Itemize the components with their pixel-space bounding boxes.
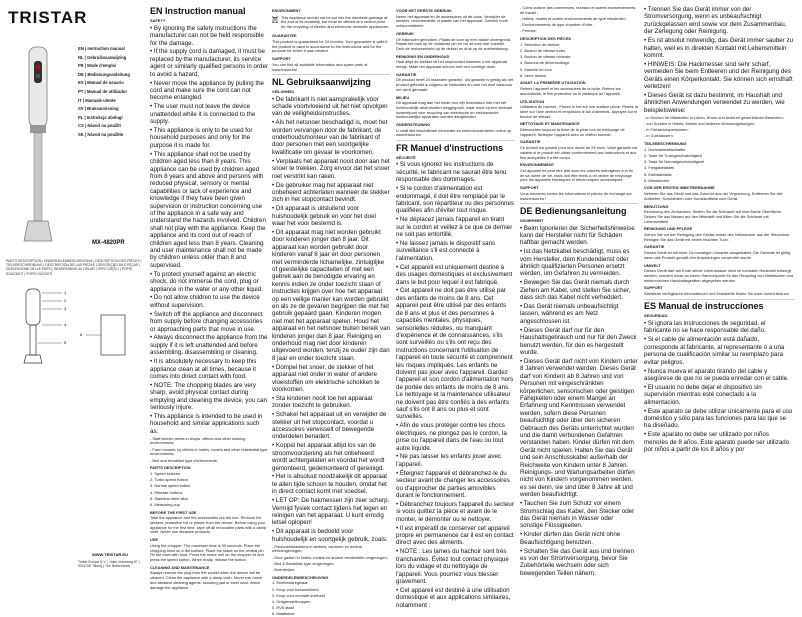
nl-safety-item: • Verplaats het apparaat nooit door aan het snoer te trekken. Zorg ervoor dat het snoer niet verstrikt kan raken. (272, 157, 390, 180)
fr-before-text: Retirez l'appareil et les accessoires de la boîte. Retirez les autocollants, le film protecteur ou le plastique de l'appareil. (520, 86, 621, 96)
en-environment-text: This product is guaranteed for 24 months. Your guarantee is valid if the product is used in accordance to the instructions and for the purpose for which it was created. (272, 39, 388, 54)
en-part-item: 2. Turbo speed button (150, 477, 188, 483)
de-use-item: - in Frühstückspensionen; (644, 127, 689, 133)
nl-safety-item: • Dit apparaat is bedoeld voor huishoudelijk en soortgelijk gebruik, zoals: (272, 528, 388, 543)
de-guarantee-text: Dieses Gerät ist mit einer 24-monatigen Garantie ausgestattet. Die Garantie ist gültig, wenn das Produkt gemäß den Anweisungen verwendet wurde. (644, 250, 792, 260)
nl-safety-item: • De gebruiker mag het apparaat niet onbeheerd achterlaten wanneer de stekker zich in het stopcontact bevindt. (272, 181, 390, 204)
nl-guarantee-heading: GARANTIE (396, 71, 417, 77)
nl-cleaning-text: Haal altijd de stekker uit het stopcontact wanneer u het apparaat reinigt. Maak het apparaat schoon met een vochtige doek. (396, 59, 507, 70)
blender-button-panel (34, 61, 42, 83)
fr-safety-item: • Ne déplacez jamais l'appareil en tirant sur le cordon et veillez à ce que ce dernier ne soit pas entortillé. (396, 216, 513, 239)
fr-safety-item: • Si vous ignorez les instructions de sécurité, le fabricant ne saurait être tenu responsable des dommages. (396, 161, 507, 184)
nl-safety-item: • Als het netsnoer beschadigd is, moet het worden vervangen door de fabrikant, de onderhoudsmonteur van de fabrikant of door personen met een soortgelijke kwalificatie om gevaar te voorkomen. (272, 119, 388, 156)
fr-safety-item: • Ne laissez jamais le dispositif sans surveillance s'il est connecté à l'alimentation. (396, 240, 496, 262)
diagram-label-5: 5 (64, 340, 67, 345)
nl-use-item: - Door gasten in hotels, motels en andere residentiële omgevingen; (272, 554, 388, 560)
es-safety-item: • Este aparato se debe utilizar únicamente para el uso doméstico y sólo para las funciones para las que se ha diseñado. (644, 407, 793, 430)
en-safety-list (150, 25, 268, 436)
de-cleaning-text: Ziehen Sie vor der Reinigung des Geräts immer den Netzstecker aus der Steckdose. Reinigen Sie das Gerät mit einem feuchten Tuch. (644, 232, 790, 242)
language-item: NL | Gebruiksaanwijzing (78, 54, 127, 60)
diagram-label-1: 1 (64, 290, 67, 295)
en-parts-heading: PARTS DESCRIPTION (150, 465, 191, 471)
de-part-item: 2. Taste für Turbogeschwindigkeit (644, 152, 702, 158)
nl-safety-item: • Schakel het apparaat uit en verwijder de stekker uit het stopcontact, voordat u accessoires verwisselt of bewegende onderdelen benadert. (272, 411, 387, 441)
en-safety-item: • Never move the appliance by pulling the cord and make sure the cord can not become entangled. (150, 79, 264, 102)
en-safety-item: • NOTE: The chopping blades are very sharp, avoid physical contact during emptying and cleaning the device, you can seriously injure. (150, 381, 267, 412)
fr-cleaning-text: Débranchez toujours la fiche de la prise lors du nettoyage de l'appareil. Nettoyez l'appareil avec un chiffon humide. (520, 127, 625, 137)
fr-use-item: - Fermes. (520, 28, 537, 34)
nl-safety-item: • De fabrikant is niet aansprakelijk voor schade voortvloeiend uit het niet opvolgen van de veiligheidsinstructies. (272, 95, 388, 118)
nl-part-item: 3. Knop voor normale snelheid (272, 592, 325, 598)
de-safety-item: • HINWEIS: Die Hackmesser sind sehr scharf, vermeiden Sie beim Entleeren und der Reinigung des Geräts einen Körperkontakt. Sie können sich ernsthaft verletzen! (644, 60, 793, 91)
english-nl-section (272, 6, 390, 617)
de-support-text: Sämtliche verfügbaren Informationen und Ersatzteile finden Sie unter www.tristar.eu! (644, 291, 790, 297)
fr-continued-section (520, 5, 638, 577)
language-item: CS | Návod na použití (78, 123, 121, 129)
fr-use-item: - Hôtels, motels et autres environnements de type résidentiel ; (520, 15, 627, 21)
nl-safety-item: • Dit apparaat mag niet worden gebruikt door kinderen jonger dan 8 jaar. Dit apparaat kan worden gebruikt door kinderen vanaf 8 jaar en door personen met verminderde lichamelijke, zintuiglijke of geestelijke capaciteiten of met een gebrek aan de benodigde ervaring en kennis indien ze onder toezicht staan of instructies krijgen over hoe het apparaat op een veilige manier kan worden gebruikt en als ze de gevaren begrijpen die met het gebruik gepaard gaan. Kinderen mogen niet met het apparaat spelen. Houd het apparaat en het netsnoer buiten bereik van kinderen jonger dan 8 jaar. Reiniging en onderhoud mag niet door kinderen uitgevoerd worden, tenzij ze ouder zijn dan 8 jaar en onder toezicht staan. (272, 228, 390, 362)
fr-use-item: - Coins cuisine des commerces, bureaux et autres environnements de travail ; (520, 5, 636, 15)
diagram-handle (26, 289, 40, 325)
fr-guarantee-heading: GARANTIE (520, 139, 541, 145)
parts-diagram (6, 285, 146, 365)
de-use-text: Benutzung des Zerhackers: Stellen Sie die Schüssel auf eine flache Oberfläche. Setzen Sie das Messer auf den Mittelstift und füllen Sie die Schüssel mit Lebensmitteln. (644, 209, 782, 224)
fr-parts-heading: DESCRIPTION DES PIÈCES (520, 36, 572, 42)
nl-part-item: 6. Maatbeker (272, 611, 295, 617)
de-safety-list-b (644, 6, 794, 114)
nl-safety-item: • LET OP: De hakmessen zijn zeer scherp. Vermijd fysiek contact tijdens het legen en reinigen van het apparaat. U kunt ernstig letsel oplopen! (272, 497, 390, 527)
de-part-item: 3. Taste für Normalgeschwindigkeit (644, 159, 705, 165)
nl-part-item: 1. Snelheidsregelaar (272, 580, 308, 586)
en-uses-list (150, 437, 268, 464)
fr-part-item: 3. Bouton de vitesse normale (520, 54, 571, 60)
de-safety-item: • Trennen Sie das Gerät immer von der Stromversorgung, wenn es unbeaufsichtigt zurückgelassen wird sowie vor dem Zusammenbau, der Zerlegung oder Reinigung. (644, 6, 787, 36)
nl-part-item: 4. Ontgrendelknoppen (272, 598, 311, 604)
language-item: PL | Instrukcja obsługi (78, 114, 123, 120)
hand-blender-illustration (18, 45, 58, 245)
blender-collar (30, 125, 46, 133)
nl-use-item: - Boerderijen. (272, 566, 296, 572)
brand-logo: TRISTAR (8, 8, 88, 27)
en-use-item: - Farm houses; by clients in hotels, motels and other residential type environments; (150, 446, 268, 457)
fr-safety-item: • Ne pas laisser les enfants jouer avec l'appareil. (396, 453, 502, 468)
fr-parts-list (520, 43, 638, 79)
blender-shaft (34, 133, 42, 221)
fr-safety-list (396, 161, 514, 609)
website-url: WWW.TRISTAR.EU (92, 552, 128, 557)
de-safety-list-a (520, 225, 638, 578)
nl-use-item: - Personeelskeukens in winkels, kantoren en andere werkomgevingen; (272, 543, 363, 554)
fr-environment-text: Cet appareil ne peut être jeté avec les ordures ménagères à la fin de sa durée de vie, mais doit être remis à un centre de recyclage pour les appareils électriques et électroniques domestiques. (520, 167, 633, 183)
de-safety-item: • Das Gerät niemals unbeaufsichtigt lassen, während es am Netz angeschlossen ist. (520, 303, 619, 325)
nl-continued-section (396, 6, 514, 609)
nl-cleaning-heading: REINIGING EN ONDERHOUD (396, 53, 450, 59)
de-safety-heading: SICHERHEIT (520, 217, 544, 223)
fr-safety-item: • Il est impératif de conserver cet appareil propre en permanence car il est en contact direct avec des aliments. (396, 524, 514, 547)
de-use-item: - in Küchen für Mitarbeiter in Läden, Büros und anderen gewerblichen Bereichen; (644, 114, 784, 120)
fr-safety-item: • Si le cordon d'alimentation est endommagé, il doit être remplacé par le fabricant, son répartiteur ou des personnes qualifiées afin d'éviter tout risque. (396, 185, 514, 215)
de-use-heading: BENUTZUNG (644, 203, 669, 209)
es-safety-list (644, 320, 794, 453)
en-cleaning-text: Always remove the plug from the socket when the device will be cleaned. Clean the appliance with a damp cloth. Never use harsh and abrasive cleaning agents, scouring pad or steel wool, which damage the appliance. (150, 570, 263, 590)
en-support-heading: SUPPORT (272, 56, 291, 62)
en-parts-list (150, 472, 268, 508)
en-safety-item: • Switch off the appliance and disconnect from supply before changing accessories or approaching parts that move in use. (150, 310, 263, 333)
de-safety-item: • Dieses Gerät ist dazu bestimmt, im Haushalt und ähnlichen Anwendungen verwendet zu werden, wie beispielsweise: (644, 91, 785, 114)
en-use-item: - Bed and breakfast type environments. (150, 457, 218, 463)
blender-handle (29, 47, 47, 127)
fr-environment-heading: ENVIRONNEMENT (520, 162, 555, 168)
nl-safety-item: • Dompel het snoer, de stekker of het apparaat niet onder in water of andere vloeistoffen om elektrische schokken te voorkomen. (272, 363, 380, 393)
en-safety-item: • This appliance is only to be used for household purposes and only for the purpose it is made for. (150, 126, 253, 149)
en-safety-heading: SAFETY (150, 18, 166, 23)
language-item: ES | Manual de usuario (78, 80, 124, 86)
nl-safety-item: • Sta kinderen nooit toe het apparaat zonder toezicht te gebruiken. (272, 394, 373, 410)
en-safety-item: • If the supply cord is damaged, it must be replaced by the manufacturer, its service agent or similarly qualified persons in order to avoid a hazard. (150, 48, 268, 78)
en-heading: EN Instruction manual (150, 6, 246, 16)
language-list (78, 45, 130, 140)
nl-before-text: Neem het apparaat en de accessoires uit de doos. Verwijder de stickers, beschermfolie of plastic van het apparaat. Gebruik nooit schuurmiddelen. (396, 13, 508, 29)
fr-safety-item: • Cet appareil ne doit pas être utilisé par des enfants de moins de 8 ans. Cet appareil peut être utilisé par des enfants de 8 ans et plus et des personnes à capacités mentales, physiques, sensorielles réduites, ou manquant d'expérience et de connaissances, s'ils sont surveillés ou s'ils ont reçu des instructions concernant l'utilisation de l'appareil en toute sécurité et comprennent les risques impliqués. Les enfants ne doivent pas jouer avec l'appareil. Gardez l'appareil et son cordon d'alimentation hors de portée des enfants de moins de 8 ans. Le nettoyage et la maintenance utilisateur ne doivent pas être confiés à des enfants sauf s'ils ont 8 ans ou plus et sont surveillés. (396, 287, 514, 421)
diagram-shaft (30, 325, 36, 355)
diagram-label-4: 4 (64, 322, 67, 327)
english-section (150, 6, 268, 590)
diagram-label-6: 6 (80, 332, 83, 337)
es-safety-item: • Si el cable de alimentación está dañado, corresponde al fabricante, al representante o a una persona de cualificación similar su reemplazo para evitar peligros. (644, 336, 785, 366)
fr-support-text: Vous trouverez toutes les informations et pièces de rechange sur www.tristar.eu ! (520, 190, 632, 201)
nl-part-item: 2. Knop voor turbosnelheid (272, 586, 319, 592)
de-before-heading: VOR DER ERSTEN INBETRIEBNAHME (644, 185, 715, 191)
language-item: EN | Instruction manual (78, 46, 125, 51)
nl-parts-list (272, 581, 390, 617)
nl-guarantee-text: Dit product heeft 24 maanden garantie. Uw garantie is geldig als het product gebruikt is volgens de instructies en voor het doel waarvoor het werd gemaakt. (396, 77, 514, 92)
de-uses-list (644, 116, 794, 139)
nl-support-heading: ONDERSTEUNING (396, 122, 431, 128)
fr-support-heading: SUPPORT (520, 185, 539, 191)
fr-safety-item: • Afin de vous protéger contre les chocs électriques, ne plongez pas le cordon, la prise ou l'appareil dans de l'eau ou tout autre liquide. (396, 422, 507, 452)
es-safety-item: • El usuario no debe dejar el dispositivo sin supervisión mientras esté conectado a la alimentación. (644, 383, 762, 406)
fr-uses-list (520, 6, 638, 34)
nl-before-heading: VOOR HET EERSTE GEBRUIK (396, 8, 452, 13)
en-safety-item: • The user must not leave the device unattended while it is connected to the supply. (150, 103, 256, 126)
en-environment-heading: ENVIRONMENT (272, 8, 301, 13)
fr-use-item: - Environnements de type chambre d'hôte ; (520, 22, 595, 28)
en-use-heading: USE (150, 537, 158, 543)
nl-environment-text: Dit apparaat mag aan het einde van zijn levensduur niet met het huishoudelijk afval worden weggegooid, maar moet bij een centraal inzamelpunt voor recycling van elektrische en elektronische huishoudelijke apparaten worden aangeboden. (396, 100, 512, 120)
fr-part-item: 4. Boutons de déverrouillage (520, 60, 570, 66)
de-safety-item: • Tauchen Sie zum Schutz vor einem Stromschlag das Kabel, den Stecker oder das Gerät niemals in Wasser oder sonstige Flüssigkeiten. (520, 500, 635, 530)
language-item: FR | Mode d'emploi (78, 63, 117, 69)
fr-part-item: 2. Bouton de vitesse turbo (520, 47, 566, 53)
language-item: SK | Návod na použitie (78, 131, 124, 137)
fr-part-item: 5. Manche en inox (520, 66, 552, 72)
de-use-item: - von Kunden in Hotels, Motels und anderen Wohnumgebungen; (644, 120, 755, 126)
es-safety-item: • Si ignora las instrucciones de seguridad, el fabricante no se hace responsable del daño. (644, 320, 766, 335)
de-safety-item: • Es ist absolut notwendig, das Gerät immer sauber zu halten, weil es in direkten Kontakt mit Lebensmitteln kommt. (644, 37, 794, 59)
fr-safety-item: • Cet appareil est destiné à une utilisation domestique et aux applications similaires, notamment : (396, 586, 511, 609)
de-use-item: - in Gutshäusern. (644, 133, 674, 139)
de-before-text: Nehmen Sie das Gerät und das Zubehör aus der Verpackung. Entfernen Sie alle Aufkleber, Schutzfolien oder Kunststoffteile vom Gerät. (644, 191, 783, 201)
en-part-item: 5. Stainless steel stick (150, 495, 189, 501)
company-address: Tristar Europe B.V. | Jules Verneweg 87 | 5015 BH Tilburg | The Netherlands (78, 560, 140, 568)
fr-use-text: Utilisation du hachoir : Placez le bol sur une surface plane. Placez la lame sur l'axe central et remplissez le bol d'aliments. Appuyez sur le bouton de vitesse. (520, 104, 638, 119)
de-environment-text: Dieses Gerät darf am Ende seiner Lebensdauer nicht im normalen Hausmüll entsorgt werden, sondern muss an einem Sammelpunkt für das Recycling von elektrischen und elektronischen Haushaltsgeräten abgegeben werden. (644, 268, 794, 283)
diagram-label-2: 2 (64, 298, 67, 303)
es-safety-item: • Este aparato no debe ser utilizado por niños menores de 8 años. Este aparato puede ser utilizado por niños a partir de los 8 años y por (644, 431, 790, 454)
language-item: SV | Bruksanvisning (78, 106, 119, 112)
en-use-text: Using the chopper: The maximum time is 30 seconds. Place the chopping bowl on a flat surface. Place the blade on the central pin. Fill the bowl with food. Press the motor unit on the chopper lid and press the speed button. When ready, release the button. (150, 542, 265, 562)
nl-safety-item: • Dit apparaat is uitsluitend voor huishoudelijk gebruik en voor het doel waar het voor bestemd is. (272, 205, 376, 228)
de-part-item: 5. Edelstahlstab (644, 171, 672, 177)
fr-use-heading: UTILISATION (520, 98, 545, 104)
es-safety-item: • Nunca mueva el aparato tirando del cable y asegúrese de que no se pueda enredar con el cable. (644, 367, 789, 382)
fr-part-item: 6. Verre doseur (520, 72, 547, 78)
de-part-item: 6. Messbecher (644, 177, 670, 183)
de-part-item: 1. Drehzahlwahlschalter (644, 146, 686, 152)
blender-button-turbo (36, 65, 40, 69)
en-guarantee-text: This appliance should not be put into the domestic garbage at the end of its durability, but must be offered at a central point for the recycling of electric and electronic domestic appliances. (281, 14, 389, 30)
cover-column (0, 0, 150, 575)
de-safety-item: • Kinder dürfen das Gerät nicht ohne Beaufsichtigung benutzen. (520, 531, 621, 546)
en-part-item: 4. Release buttons (150, 489, 183, 495)
en-cleaning-heading: CLEANING AND MAINTENANCE (150, 564, 210, 570)
fr-safety-item: • Éteignez l'appareil et débranchez-le du secteur avant de changer les accessoires ou d'approcher de parties amovibles durant le fonctionnement. (396, 469, 510, 499)
nl-environment-heading: MILIEU (396, 94, 410, 100)
de-safety-item: • Schalten Sie das Gerät aus und trennen es von der Stromversorgung, bevor Sie Zubehörteile wechseln oder sich bewegenden Teilen nähern. (520, 547, 634, 577)
nl-heading: NL Gebruiksaanwijzing (272, 76, 371, 87)
model-number: MX-4820PR (92, 240, 125, 246)
de-parts-list (644, 148, 794, 184)
nl-safety-item: • Koppel het apparaat altijd los van de stroomvoorziening als het onbeheerd wordt achtergelaten en voordat het wordt gemonteerd, gedemonteerd of gereinigd. (272, 442, 385, 472)
de-safety-item: • Beim Ignorieren der Sicherheitshinweise kann der Hersteller nicht für Schäden haftbar gemacht werden. (520, 224, 635, 247)
en-part-item: 6. Measuring cup (150, 501, 180, 507)
de-environment-heading: UMWELT (644, 262, 661, 268)
de-heading: DE Bedienungsanleitung (520, 205, 627, 216)
es-heading: ES Manual de instrucciones (644, 301, 764, 312)
fr-part-item: 1. Sélecteur de vitesse (520, 41, 560, 47)
fr-before-heading: AVANT LA PREMIÈRE UTILISATION (520, 80, 586, 86)
en-safety-item: • To protect yourself against an electric shock, do not immerse the cord, plug or appliance in the water or any other liquid. (150, 270, 263, 293)
de-safety-item: • Dieses Gerät darf nur für den Haushaltsgebrauch und nur für den Zweck benutzt werden, für den es hergestellt wurde. (520, 326, 637, 356)
en-safety-item: • By ignoring the safety instructions the manufacturer can not be held responsible for the damage. (150, 24, 264, 47)
en-safety-item: • Always disconnect the appliance from the supply if it is left unattended and before assembling, disassembling or cleaning. (150, 334, 268, 357)
nl-use-heading: GEBRUIK (396, 30, 414, 36)
fr-safety-heading: SÉCURITÉ (396, 154, 416, 160)
en-guarantee-heading: GUARANTEE (272, 33, 297, 39)
fr-cleaning-heading: NETTOYAGE ET MAINTENANCE (520, 121, 580, 127)
en-safety-item: • Do not allow children to use the device without supervision. (150, 294, 260, 309)
de-guarantee-heading: GARANTIE (644, 244, 665, 250)
en-before-text: Take the appliance and the accessories out the box. Remove the stickers, protective foil or plastic from the device. Before using your appliance for the first time, wipe off all removable parts with a damp cloth. Never use abrasive products. (150, 515, 267, 535)
blender-button-normal (36, 74, 40, 78)
de-parts-heading: TEILEBESCHREIBUNG (644, 141, 687, 146)
de-support-heading: SUPPORT (644, 285, 663, 291)
fr-safety-item: • NOTE : Les lames du hachoir sont très tranchantes. Évitez tout contact physique lors du vidage et du nettoyage de l'appareil. Vous pourriez vous blesser gravement. (396, 548, 509, 585)
language-item: PT | Manual de utilizador (78, 88, 128, 94)
nl-use-item: - Bed & Breakfast-type omgevingen; (272, 560, 335, 566)
en-safety-item: • This appliance shall not be used by children aged less than 8 years. This appliance can be used by children aged from 8 years and above and persons with reduced physical, sensory or mental capabilities or lack of experience and knowledge if they have been given supervision or instruction concerning use of the appliance in a safe way and understand the hazards involved. Children shall not play with the appliance. Keep the appliance and its cord out of reach of children aged less than 8 years. Cleaning and user maintenance shall not be made by children unless older than 8 and supervised. (150, 150, 266, 269)
blender-bell (24, 221, 52, 241)
de-safety-item: • Dieses Gerät darf nicht von Kindern unter 8 Jahren verwendet werden. Dieses Gerät darf von Kindern ab 8 Jahren und von Personen mit eingeschränkten körperlichen, sensorischen oder geistigen Fähigkeiten oder einem Mangel an Erfahrung und Kenntnissen verwendet werden, sofern diese Personen beaufsichtigt oder über den sicheren Gebrauch des Geräts unterrichtet wurden und die damit verbundenen Gefahren verstanden haben. Kinder dürfen mit dem Gerät nicht spielen. Halten Sie das Gerät und sein Anschlusskabel außerhalb der Reichweite von Kindern unter 8 Jahren. Reinigungs- und Wartungsarbeiten dürfen nicht von Kindern vorgenommen werden, es sei denn, sie sind über 8 Jahre alt und werden beaufsichtigt. (520, 357, 638, 499)
en-safety-item: • This appliance is intended to be used in household and similar applications such as: (150, 413, 263, 435)
language-item: IT | Manuale utente (78, 97, 116, 103)
fr-heading: FR Manuel d'instructions (396, 142, 504, 153)
fr-safety-item: • Débranchez toujours l'appareil du secteur si vous quittez la pièce et avant de le monter, le démonter ou le nettoyer. (396, 500, 514, 523)
de-cleaning-heading: REINIGUNG UND PFLEGE (644, 226, 693, 232)
fr-safety-item: • Cet appareil est uniquement destiné à des usages domestiques et exclusivement dans le but pour lequel il est fabriqué. (396, 263, 513, 286)
language-item: DE | Bedienungsanleitung (78, 71, 130, 77)
en-part-item: 1. Speed selector (150, 470, 181, 476)
en-part-item: 3. Normal speed button (150, 483, 191, 489)
weee-bin-icon (272, 16, 278, 23)
en-support-text: You can find all available information and spare parts at www.tristar.eu! (272, 61, 368, 72)
nl-safety-heading: VEILIGHEID (272, 88, 295, 94)
en-safety-item: • It is absolutely necessary to keep this appliance clean at all times, because it comes into direct contact with food. (150, 358, 257, 380)
diagram-measuring-cup (101, 315, 125, 355)
nl-part-item: 5. RVS staaf (272, 605, 294, 611)
de-part-item: 4. Freigabetasten (644, 165, 675, 171)
nl-uses-list (272, 545, 390, 573)
es-safety-heading: SEGURIDAD (644, 313, 668, 319)
parts-description-heading: PARTS DESCRIPTION | ONDERDELENBESCHRIJVING | DESCRIPTION DES PIÈCES | TEILEBESCHREIBUNG | DESCRIPCIÓN DE LAS PIEZAS | DESCRIÇÃO DAS PEÇAS | DESCRIZIONE DELLE PARTI | BESKRIVNING AV DELAR | OPIS CZĘŚCI | POPIS SOUČÁSTÍ | POPIS SÚČASTÍ (6, 259, 142, 276)
en-before-heading: BEFORE THE FIRST USE (150, 509, 197, 515)
de-safety-item: • Ist das Netzkabel beschädigt, muss es vom Hersteller, dem Kundendienst oder ähnlich qualifizierten Personen ersetzt werden, um Gefahren zu vermeiden. (520, 248, 630, 278)
diagram-label-3: 3 (64, 306, 67, 311)
nl-support-text: U vindt alle beschikbare informatie en reserveonderdelen online op www.tristar.eu! (396, 127, 512, 138)
de-safety-item: • Bewegen Sie das Gerät niemals durch Ziehen am Kabel, und stellen Sie sicher, dass sich das Kabel nicht verheddert. (520, 279, 631, 302)
fr-guarantee-text: Ce produit est garanti pour une durée de 24 mois. Votre garantie est valable si le produit est utilisé conformément aux instructions et aux fins auxquelles il a été conçu. (520, 145, 638, 160)
diagram-bell (24, 355, 42, 363)
de-es-section (644, 6, 794, 571)
nl-safety-item: • Het is absoluut noodzakelijk dit apparaat te allen tijde schoon te houden, omdat het in direct contact komt met voedsel. (272, 473, 387, 496)
en-use-item: - Staff kitchen areas in shops, offices and other working environments; (150, 435, 246, 446)
nl-parts-heading: ONDERDELENBESCHRIJVING (272, 574, 329, 580)
nl-safety-list (272, 96, 390, 544)
nl-use-text: De hakmolen gebruiken: Plaats de kom op een vlakke ondergrond. Plaats het mes op de middelste pin en vul de kom met voedsel. Druk de motoreenheid op de deksel en druk op de snelheidsknop. (396, 36, 512, 51)
